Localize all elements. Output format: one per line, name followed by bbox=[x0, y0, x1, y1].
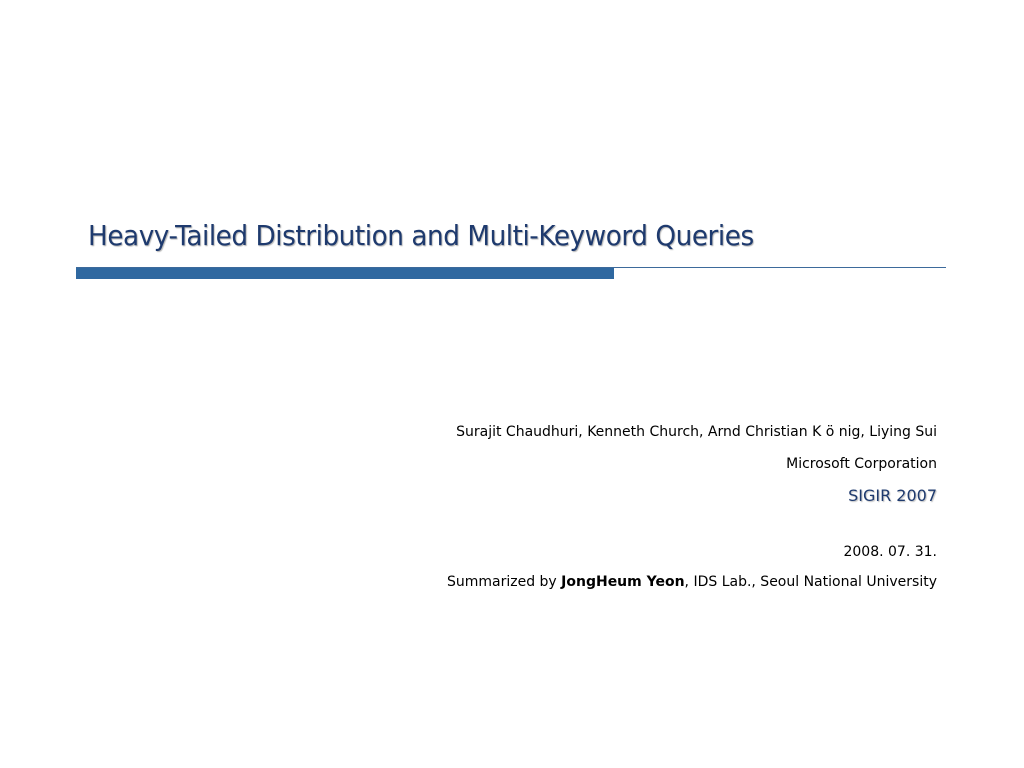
title-accent-bar bbox=[76, 268, 614, 279]
date-line: 2008. 07. 31. bbox=[843, 544, 937, 560]
affiliation-line: Microsoft Corporation bbox=[786, 456, 937, 472]
summarizer-name: JongHeum Yeon bbox=[561, 574, 685, 590]
authors-line: Surajit Chaudhuri, Kenneth Church, Arnd Christian K ö nig, Liying Sui bbox=[456, 424, 937, 440]
summary-prefix: Summarized by bbox=[446, 574, 562, 590]
summary-suffix: , IDS Lab., Seoul National University bbox=[684, 574, 937, 590]
slide-title: Heavy-Tailed Distribution and Multi-Keyword Queries bbox=[88, 219, 754, 252]
summary-line bbox=[447, 574, 937, 590]
venue-line: SIGIR 2007 bbox=[848, 486, 937, 505]
